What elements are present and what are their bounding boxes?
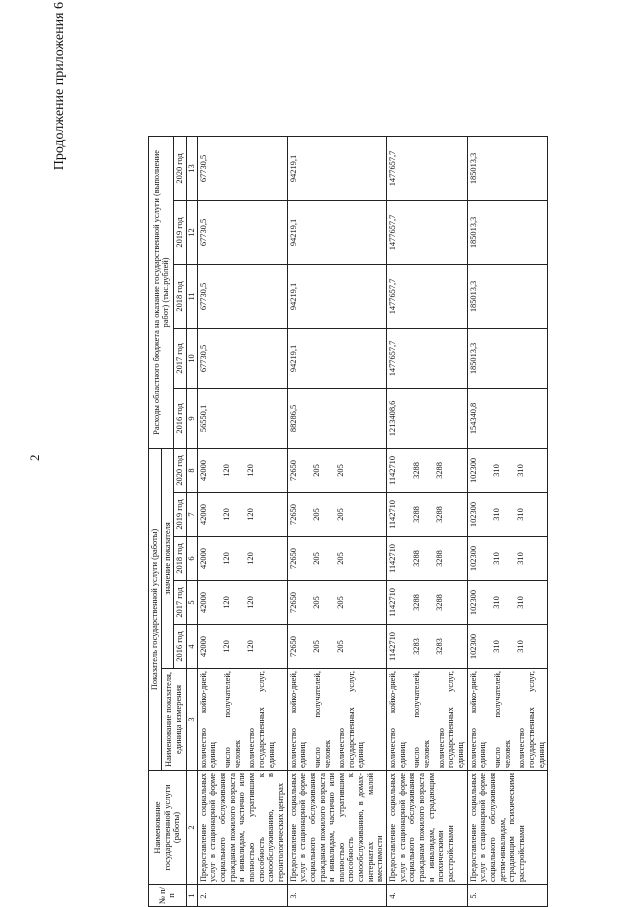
indicator-value: 310	[492, 508, 502, 521]
header-value-year: 2019 год	[174, 493, 187, 537]
expense-value: 154340,8	[467, 388, 548, 448]
indicator-values	[387, 625, 468, 669]
indicator-value: 205	[335, 464, 345, 477]
expense-value: 67730,5	[197, 264, 287, 328]
indicator-value: 205	[335, 596, 345, 609]
column-number: 2	[186, 771, 197, 885]
indicator-names	[467, 669, 548, 771]
header-service-name: Наименование государственной услуги (работы)	[149, 771, 187, 885]
service-name: Предоставление социальных услуг в стационарной форме социального обслуживания гражданам пожилого возраста и инвалидам, страдающим психическими расстройствами	[387, 771, 468, 885]
expense-value: 1477657,7	[387, 328, 468, 388]
indicator-values	[467, 581, 548, 625]
indicator-value: 120	[245, 464, 255, 477]
indicator-values	[467, 493, 548, 537]
indicator-values	[197, 493, 287, 537]
expense-value: 67730,5	[197, 136, 287, 200]
indicator-value: 3283	[435, 638, 445, 655]
column-number: 3	[186, 669, 197, 771]
indicator-value: 1142710	[388, 632, 398, 662]
indicator-values	[197, 625, 287, 669]
table-header	[149, 136, 198, 906]
column-number: 5	[186, 581, 197, 625]
indicator-value: 310	[492, 596, 502, 609]
table-row	[467, 136, 548, 906]
indicator-value: 42000	[198, 460, 208, 481]
expense-value: 185013,3	[467, 264, 548, 328]
header-value-year: 2018 год	[174, 537, 187, 581]
indicator-value: 310	[516, 508, 525, 521]
column-number: 9	[186, 388, 197, 448]
indicator-value: 120	[222, 552, 232, 565]
service-name: Предоставление социальных услуг в стационарной форме социального обслуживания гражданам пожилого возраста и инвалидам, частично или полностью утратившим способность к самообслуживанию, в домах-интернатах малой вместимости	[287, 771, 387, 885]
indicator-value: 42000	[198, 636, 208, 657]
expense-value: 94219,1	[287, 264, 387, 328]
indicator-name: число получателей, человек	[493, 671, 512, 768]
indicator-value: 42000	[198, 504, 208, 525]
indicator-value: 310	[492, 464, 502, 477]
column-number: 4	[186, 625, 197, 669]
indicator-value: 72650	[288, 504, 298, 525]
indicator-value: 42000	[198, 548, 208, 569]
column-number: 8	[186, 448, 197, 492]
indicator-name: число получателей, человек	[312, 671, 332, 768]
expense-value: 94219,1	[287, 328, 387, 388]
indicator-values	[197, 448, 287, 492]
indicator-name: количество государственных услуг, единиц	[247, 671, 276, 768]
expense-value: 67730,5	[197, 200, 287, 264]
indicator-value: 102300	[468, 589, 478, 616]
indicator-values	[287, 493, 387, 537]
indicator-value: 1142710	[388, 588, 398, 618]
table-body	[197, 136, 548, 906]
expense-value: 1477657,7	[387, 200, 468, 264]
table-container	[148, 137, 548, 907]
indicator-value: 205	[335, 552, 345, 565]
indicator-value: 102300	[468, 545, 478, 572]
indicator-value: 310	[492, 552, 502, 565]
indicator-value: 3288	[411, 462, 421, 479]
indicator-name: число получателей, человек	[222, 671, 242, 768]
indicator-value: 1142710	[388, 544, 398, 574]
indicator-value: 310	[516, 640, 525, 653]
indicator-name: количество государственных услуг, единиц	[517, 671, 546, 768]
indicator-values	[197, 581, 287, 625]
indicator-value: 310	[516, 464, 525, 477]
expense-value: 1477657,7	[387, 264, 468, 328]
expense-value: 1477657,7	[387, 136, 468, 200]
expense-value: 185013,3	[467, 328, 548, 388]
indicator-value: 120	[245, 552, 255, 565]
continuation-title: Продолжение приложения 6	[52, 2, 67, 171]
header-expense-year: 2018 год	[174, 264, 187, 328]
column-number: 12	[186, 200, 197, 264]
indicator-value: 3288	[411, 506, 421, 523]
indicator-values	[387, 581, 468, 625]
expense-value: 185013,3	[467, 200, 548, 264]
indicator-value: 3288	[435, 550, 445, 567]
indicator-value: 120	[222, 464, 232, 477]
column-number: 6	[186, 537, 197, 581]
header-value-year: 2020 год	[174, 448, 187, 492]
header-expense-year: 2017 год	[174, 328, 187, 388]
indicator-values	[287, 537, 387, 581]
header-expense-year: 2016 год	[174, 388, 187, 448]
indicator-value: 120	[222, 640, 232, 653]
indicator-value: 205	[312, 640, 322, 653]
indicator-values	[287, 581, 387, 625]
indicator-value: 102300	[468, 633, 478, 660]
indicator-value: 120	[245, 508, 255, 521]
header-indicator-name: Наименование показателя, единица измерения	[161, 669, 186, 771]
indicator-values	[197, 537, 287, 581]
expense-value: 94219,1	[287, 136, 387, 200]
indicator-value: 3283	[411, 638, 421, 655]
indicator-value: 72650	[288, 592, 298, 613]
table-row	[197, 136, 287, 906]
column-number: 11	[186, 264, 197, 328]
expense-value: 185013,3	[467, 136, 548, 200]
indicator-name: количество государственных услуг, единиц	[436, 671, 466, 768]
indicator-values	[287, 448, 387, 492]
indicator-name: количество койко-дней, единиц	[198, 671, 218, 768]
indicator-names	[197, 669, 287, 771]
indicator-value: 205	[312, 508, 322, 521]
header-value-year: 2016 год	[174, 625, 187, 669]
column-number: 10	[186, 328, 197, 388]
header-value-year: 2017 год	[174, 581, 187, 625]
row-number: 2.	[197, 885, 287, 907]
indicator-name: число получателей, человек	[412, 671, 432, 768]
indicator-value: 120	[245, 640, 255, 653]
indicator-value: 310	[516, 596, 525, 609]
indicator-value: 102300	[468, 501, 478, 528]
indicator-value: 205	[312, 552, 322, 565]
indicator-values	[387, 493, 468, 537]
indicator-value: 72650	[288, 636, 298, 657]
indicator-value: 42000	[198, 592, 208, 613]
page-number: 2	[27, 454, 42, 461]
column-number: 7	[186, 493, 197, 537]
indicator-value: 120	[245, 596, 255, 609]
indicator-value: 205	[312, 596, 322, 609]
expense-value: 56550,1	[197, 388, 287, 448]
indicator-value: 205	[335, 508, 345, 521]
indicator-value: 1142710	[388, 455, 398, 485]
header-value-group: значение показателя	[161, 448, 174, 668]
row-number: 5.	[467, 885, 548, 907]
indicator-value: 120	[222, 508, 232, 521]
indicator-value: 3288	[411, 594, 421, 611]
expense-value: 88286,5	[287, 388, 387, 448]
row-number: 4.	[387, 885, 468, 907]
header-expense-year: 2020 год	[174, 136, 187, 200]
table-row	[387, 136, 468, 906]
indicator-name: количество государственных услуг, единиц	[337, 671, 366, 768]
header-number: № п/п	[149, 885, 187, 907]
indicator-name: количество койко-дней, единиц	[468, 671, 488, 768]
expenditure-table	[148, 136, 548, 907]
indicator-values	[287, 625, 387, 669]
indicator-value: 3288	[435, 462, 445, 479]
indicator-value: 120	[222, 596, 232, 609]
table-row	[287, 136, 387, 906]
indicator-value: 310	[492, 640, 502, 653]
indicator-value: 3288	[435, 594, 445, 611]
indicator-value: 1142710	[388, 500, 398, 530]
row-number: 3.	[287, 885, 387, 907]
header-expense-group: Расходы областного бюджета на оказание государственной услуги (выполнение работ) (тыс.рублей)	[149, 136, 174, 448]
indicator-value: 205	[312, 464, 322, 477]
indicator-values	[467, 448, 548, 492]
indicator-value: 3288	[411, 550, 421, 567]
indicator-value: 102300	[468, 457, 478, 484]
column-number: 13	[186, 136, 197, 200]
indicator-names	[387, 669, 468, 771]
service-name: Предоставление социальных услуг в стационарной форме социального обслуживания детям-инвалидам, страдающим психическими расстройствами	[467, 771, 548, 885]
indicator-values	[387, 448, 468, 492]
indicator-values	[387, 537, 468, 581]
indicator-value: 3288	[435, 506, 445, 523]
expense-value: 1213408,6	[387, 388, 468, 448]
header-expense-year: 2019 год	[174, 200, 187, 264]
indicator-name: количество койко-дней, единиц	[388, 671, 407, 768]
indicator-values	[467, 625, 548, 669]
indicator-value: 205	[335, 640, 345, 653]
indicator-value: 72650	[288, 548, 298, 569]
column-numbers-row	[186, 136, 197, 906]
indicator-values	[467, 537, 548, 581]
indicator-value: 72650	[288, 460, 298, 481]
service-name: Предоставление социальных услуг в стационарной форме социального обслуживания гражданам пожилого возраста и инвалидам, частично или полностью утратившим способность к самообслуживанию, в геронтологических центрах	[197, 771, 287, 885]
expense-value: 94219,1	[287, 200, 387, 264]
expense-value: 67730,5	[197, 328, 287, 388]
header-indicator-group: Показатель государственной услуги (работы)	[149, 448, 162, 770]
column-number: 1	[186, 885, 197, 907]
indicator-value: 310	[516, 552, 525, 565]
indicator-names	[287, 669, 387, 771]
indicator-name: количество койко-дней, единиц	[288, 671, 308, 768]
